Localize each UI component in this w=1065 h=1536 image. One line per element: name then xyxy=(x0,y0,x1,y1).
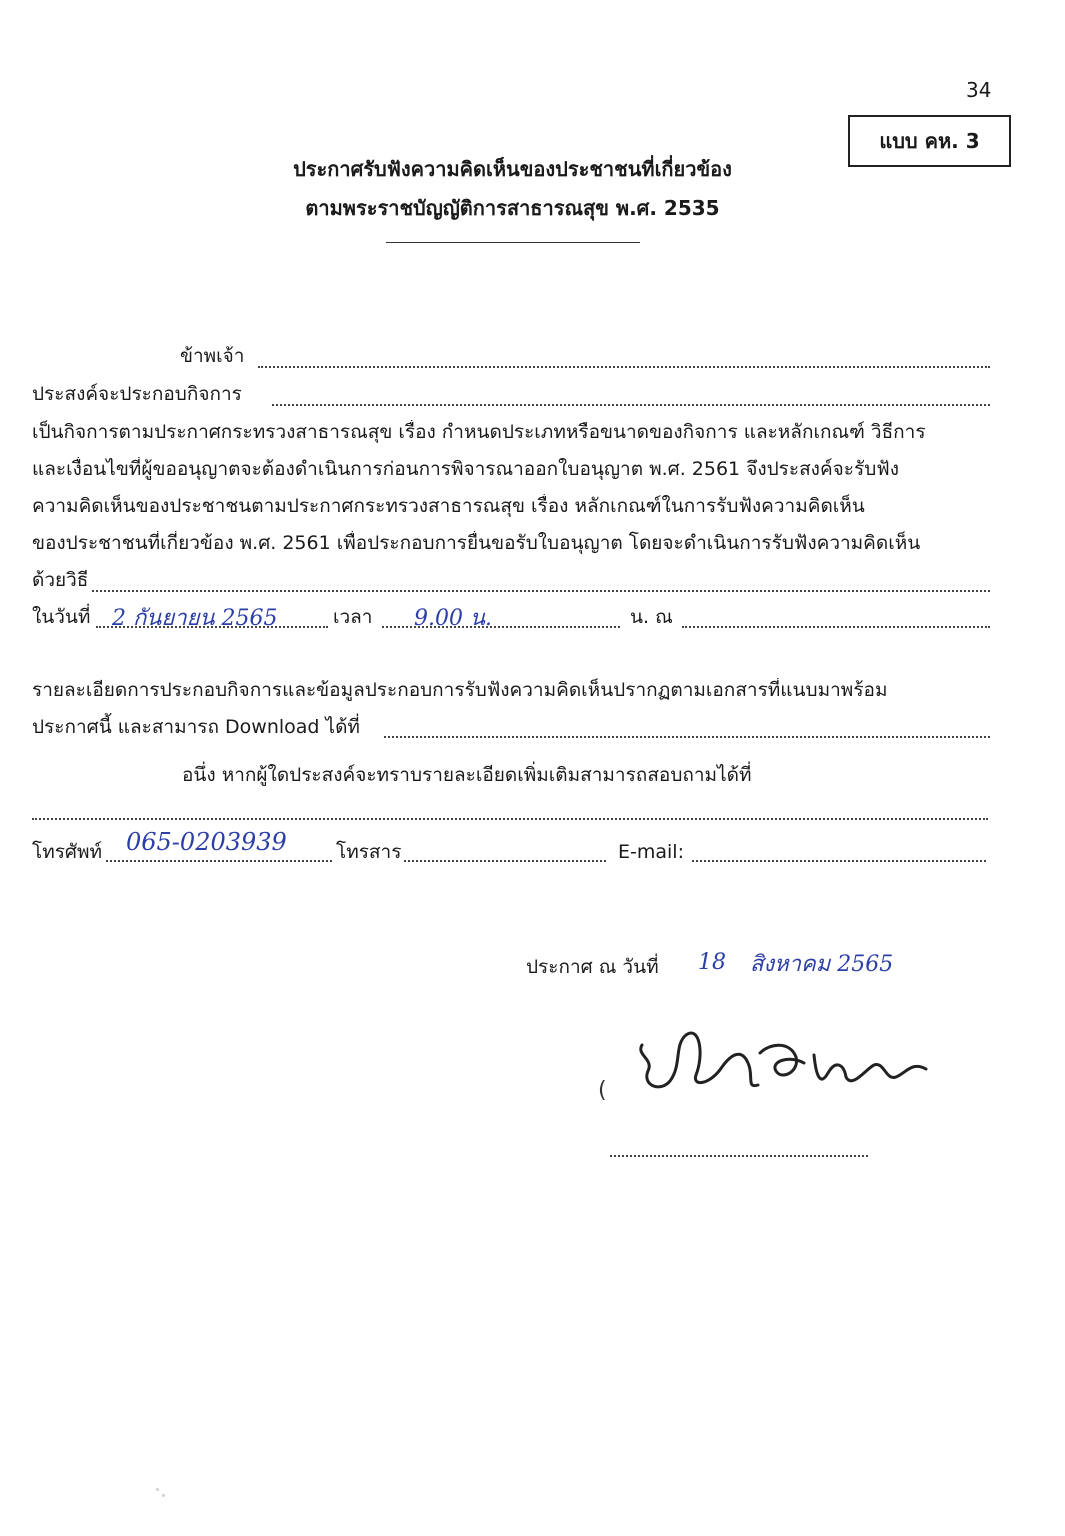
method-field-line[interactable] xyxy=(92,590,990,592)
page-title-line-1: ประกาศรับฟังความคิดเห็นของประชาชนที่เกี่ยวข้อง xyxy=(293,157,732,181)
fax-field-line[interactable] xyxy=(404,860,606,862)
contact-intro: อนึ่ง หากผู้ใดประสงค์จะทราบรายละเอียดเพิ่มเติมสามารถสอบถามได้ที่ xyxy=(182,764,752,786)
email-label: E-mail: xyxy=(618,841,684,863)
title-divider xyxy=(386,242,640,243)
download-field-line[interactable] xyxy=(384,736,990,738)
time-value: 9.00 น. xyxy=(414,606,493,631)
announcement-month-year: สิงหาคม 2565 xyxy=(750,952,894,977)
details-line-1: รายละเอียดการประกอบกิจการและข้อมูลประกอบการรับฟังความคิดเห็นปรากฏตามเอกสารที่แนบมาพร้อม xyxy=(32,679,888,701)
scan-speck xyxy=(162,1494,165,1497)
signature-line xyxy=(610,1155,868,1157)
paragraph-line-3: ความคิดเห็นของประชาชนตามประกาศกระทรวงสาธารณสุข เรื่อง หลักเกณฑ์ในการรับฟังความคิดเห็น xyxy=(32,495,865,517)
date-label: ในวันที่ xyxy=(32,606,91,628)
paragraph-line-4: ของประชาชนที่เกี่ยวข้อง พ.ศ. 2561 เพื่อประกอบการยื่นขอรับใบอนุญาต โดยจะดำเนินการรับฟังความคิดเห็น xyxy=(32,532,921,554)
email-field-line[interactable] xyxy=(692,860,986,862)
business-field-line[interactable] xyxy=(272,404,990,406)
announcement-label: ประกาศ ณ วันที่ xyxy=(526,956,659,978)
signature-image xyxy=(630,1015,940,1105)
page-title-line-2: ตามพระราชบัญญัติการสาธารณสุข พ.ศ. 2535 xyxy=(305,196,720,220)
contact-address-line[interactable] xyxy=(32,818,988,820)
place-field-line[interactable] xyxy=(682,626,990,628)
time-unit-label: น. ณ xyxy=(630,606,673,628)
announcement-day: 18 xyxy=(698,950,726,975)
phone-field-line[interactable] xyxy=(106,860,332,862)
form-code-label: แบบ คห. 3 xyxy=(879,129,980,153)
signature-open-paren: ( xyxy=(598,1078,607,1103)
name-field-line[interactable] xyxy=(258,366,990,368)
fax-label: โทรสาร xyxy=(336,841,402,863)
page-number: 34 xyxy=(966,78,992,102)
phone-label: โทรศัพท์ xyxy=(32,841,103,863)
paragraph-line-1: เป็นกิจการตามประกาศกระทรวงสาธารณสุข เรื่อง กำหนดประเภทหรือขนาดของกิจการ และหลักเกณฑ์ วิธีการ xyxy=(32,421,926,443)
time-label: เวลา xyxy=(333,606,373,628)
download-label: ประกาศนี้ และสามารถ Download ได้ที่ xyxy=(32,716,360,738)
phone-value: 065-0203939 xyxy=(126,828,287,856)
scan-speck xyxy=(156,1488,159,1491)
method-label: ด้วยวิธี xyxy=(32,569,89,591)
date-value: 2 กันยายน 2565 xyxy=(112,606,278,631)
name-label: ข้าพเจ้า xyxy=(180,345,245,367)
paragraph-line-2: และเงื่อนไขที่ผู้ขออนุญาตจะต้องดำเนินการก่อนการพิจารณาออกใบอนุญาต พ.ศ. 2561 จึงประสงค์จะรับฟัง xyxy=(32,458,899,480)
business-label: ประสงค์จะประกอบกิจการ xyxy=(32,383,242,405)
